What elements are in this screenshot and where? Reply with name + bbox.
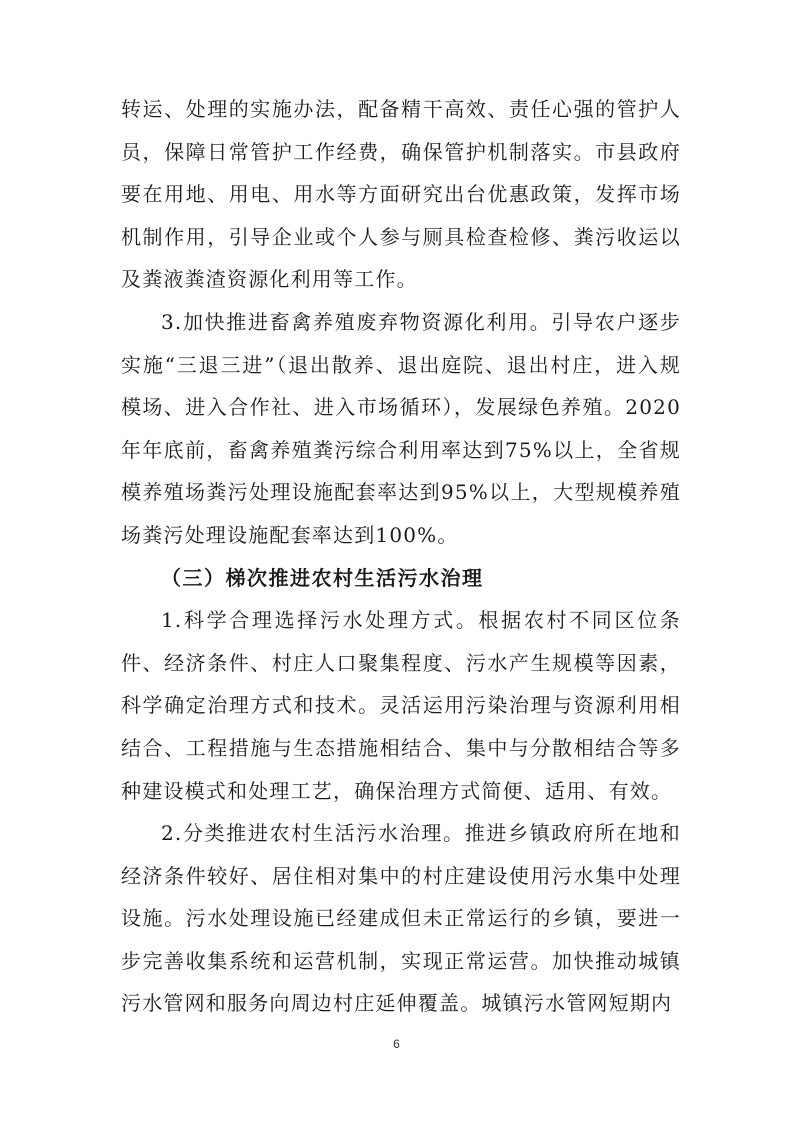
body-text <box>121 88 681 1025</box>
paragraph-item-1: 1.科学合理选择污水处理方式。根据农村不同区位条件、经济条件、村庄人口聚集程度、污水产生规模等因素，科学确定治理方式和技术。灵活运用污染治理与资源利用相结合、工程措施与生态措施相结合、集中与分散相结合等多种建设模式和处理工艺，确保治理方式简便、适用、有效。 <box>121 608 681 803</box>
paragraph-item-3: 3.加快推进畜禽养殖废弃物资源化利用。引导农户逐步实施“三退三进”（退出散养、退出庭院、退出村庄，进入规模场、进入合作社、进入市场循环），发展绿色养殖。2020年年底前，畜禽养殖粪污综合利用率达到75%以上，全省规模养殖场粪污处理设施配套率达到95%以上，大型规模养殖场粪污处理设施配套率达到100%。 <box>121 309 681 547</box>
section-heading: （三）梯次推进农村生活污水治理 <box>161 565 484 590</box>
page-number: 6 <box>393 1037 400 1051</box>
paragraph-continuation: 转运、处理的实施办法，配备精干高效、责任心强的管护人员，保障日常管护工作经费，确保管护机制落实。市县政府要在用地、用电、用水等方面研究出台优惠政策，发挥市场机制作用，引导企业或个人参与厕具检查检修、粪污收运以及粪液粪渣资源化利用等工作。 <box>121 97 681 292</box>
paragraph-item-2: 2.分类推进农村生活污水治理。推进乡镇政府所在地和经济条件较好、居住相对集中的村庄建设使用污水集中处理设施。污水处理设施已经建成但未正常运行的乡镇，要进一步完善收集系统和运营机制，实现正常运营。加快推动城镇污水管网和服务向周边村庄延伸覆盖。城镇污水管网短期内 <box>121 821 681 1016</box>
